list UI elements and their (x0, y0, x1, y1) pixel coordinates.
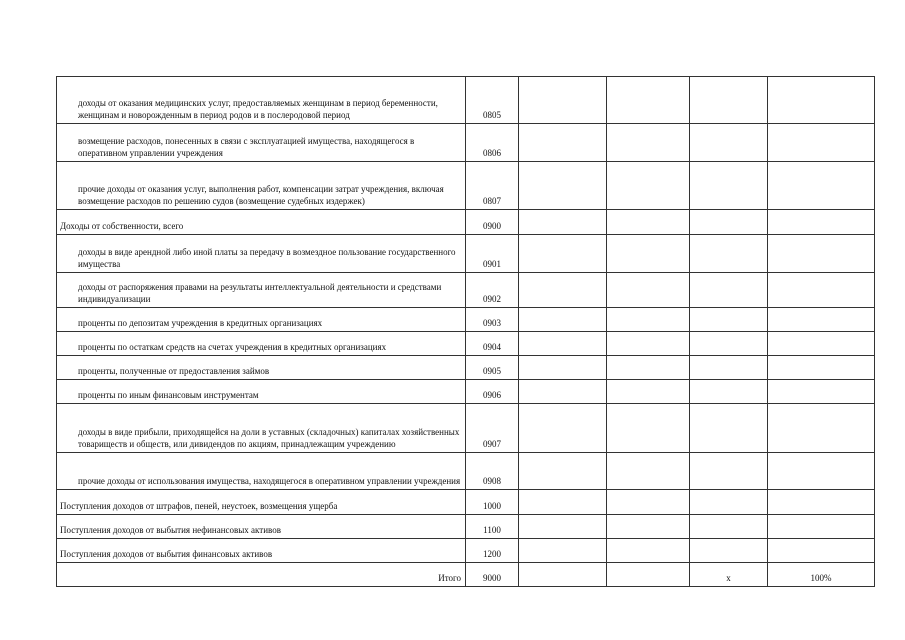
row-code: 0806 (466, 124, 519, 162)
cell-empty (690, 308, 768, 332)
total-col4: x (690, 563, 768, 587)
cell-empty (690, 162, 768, 210)
cell-empty (690, 235, 768, 273)
cell-empty (768, 332, 875, 356)
cell-empty (690, 380, 768, 404)
cell-empty (690, 124, 768, 162)
cell-empty (690, 404, 768, 453)
table-row (57, 162, 875, 210)
cell-empty (519, 235, 607, 273)
table-row (57, 453, 875, 490)
row-label: доходы в виде арендной либо иной платы за передачу в возмездное пользование государственного имущества (57, 235, 466, 273)
cell-empty (607, 490, 690, 515)
cell-empty (690, 515, 768, 539)
row-code: 1000 (466, 490, 519, 515)
cell-empty (768, 162, 875, 210)
row-label: Поступления доходов от выбытия нефинансовых активов (57, 515, 466, 539)
income-table (56, 76, 875, 587)
table-row (57, 404, 875, 453)
cell-empty (768, 356, 875, 380)
table-row (57, 515, 875, 539)
cell-empty (768, 308, 875, 332)
row-label: доходы от оказания медицинских услуг, предоставляемых женщинам в период беременности, женщинам и новорожденным в период родов и в послеродовой период (57, 77, 466, 124)
row-label: возмещение расходов, понесенных в связи с эксплуатацией имущества, находящегося в оперативном управлении учреждения (57, 124, 466, 162)
table-row (57, 235, 875, 273)
cell-empty (768, 273, 875, 308)
cell-empty (519, 162, 607, 210)
cell-empty (607, 124, 690, 162)
cell-empty (768, 210, 875, 235)
table-row (57, 273, 875, 308)
cell-empty (519, 124, 607, 162)
table-row (57, 490, 875, 515)
table-row (57, 539, 875, 563)
cell-empty (519, 356, 607, 380)
cell-empty (768, 453, 875, 490)
row-code: 0903 (466, 308, 519, 332)
cell-empty (607, 210, 690, 235)
cell-empty (607, 332, 690, 356)
table-row (57, 356, 875, 380)
table-row (57, 380, 875, 404)
cell-empty (768, 515, 875, 539)
cell-empty (690, 539, 768, 563)
cell-empty (519, 404, 607, 453)
cell-empty (690, 77, 768, 124)
row-label: доходы в виде прибыли, приходящейся на доли в уставных (складочных) капиталах хозяйственных товариществ и обществ, или дивидендов по акциям, принадлежащим учреждению (57, 404, 466, 453)
row-code: 0807 (466, 162, 519, 210)
cell-empty (690, 490, 768, 515)
table-row (57, 210, 875, 235)
row-label: прочие доходы от оказания услуг, выполнения работ, компенсации затрат учреждения, включая возмещение расходов по решению судов (возмещение судебных издержек) (57, 162, 466, 210)
cell-empty (690, 453, 768, 490)
cell-empty (607, 308, 690, 332)
row-code: 0906 (466, 380, 519, 404)
cell-empty (607, 515, 690, 539)
row-code: 0901 (466, 235, 519, 273)
row-code: 1100 (466, 515, 519, 539)
row-label: доходы от распоряжения правами на результаты интеллектуальной деятельности и средствами индивидуализации (57, 273, 466, 308)
table-row (57, 124, 875, 162)
cell-empty (768, 539, 875, 563)
row-code: 0902 (466, 273, 519, 308)
table-row (57, 77, 875, 124)
cell-empty (768, 235, 875, 273)
cell-empty (607, 563, 690, 587)
cell-empty (519, 563, 607, 587)
cell-empty (519, 539, 607, 563)
cell-empty (607, 162, 690, 210)
row-label: Поступления доходов от выбытия финансовых активов (57, 539, 466, 563)
row-code: 0904 (466, 332, 519, 356)
cell-empty (519, 273, 607, 308)
cell-empty (690, 210, 768, 235)
cell-empty (607, 380, 690, 404)
row-label: проценты, полученные от предоставления займов (57, 356, 466, 380)
table-row (57, 332, 875, 356)
total-col5: 100% (768, 563, 875, 587)
row-label: Доходы от собственности, всего (57, 210, 466, 235)
cell-empty (519, 332, 607, 356)
row-code: 0908 (466, 453, 519, 490)
cell-empty (519, 308, 607, 332)
cell-empty (768, 77, 875, 124)
cell-empty (768, 124, 875, 162)
total-label: Итого (57, 563, 466, 587)
cell-empty (607, 273, 690, 308)
cell-empty (607, 235, 690, 273)
row-code: 0907 (466, 404, 519, 453)
cell-empty (690, 356, 768, 380)
cell-empty (519, 453, 607, 490)
cell-empty (607, 77, 690, 124)
table-row (57, 308, 875, 332)
cell-empty (690, 273, 768, 308)
cell-empty (519, 210, 607, 235)
cell-empty (690, 332, 768, 356)
cell-empty (607, 404, 690, 453)
cell-empty (768, 490, 875, 515)
row-code: 1200 (466, 539, 519, 563)
row-code: 0805 (466, 77, 519, 124)
cell-empty (607, 356, 690, 380)
row-label: проценты по депозитам учреждения в кредитных организациях (57, 308, 466, 332)
row-code: 0900 (466, 210, 519, 235)
cell-empty (607, 539, 690, 563)
row-label: Поступления доходов от штрафов, пеней, неустоек, возмещения ущерба (57, 490, 466, 515)
cell-empty (519, 515, 607, 539)
row-label: проценты по остаткам средств на счетах учреждения в кредитных организациях (57, 332, 466, 356)
cell-empty (519, 77, 607, 124)
total-code: 9000 (466, 563, 519, 587)
cell-empty (768, 380, 875, 404)
row-code: 0905 (466, 356, 519, 380)
total-row (57, 563, 875, 587)
income-table-body (57, 77, 875, 587)
row-label: прочие доходы от использования имущества, находящегося в оперативном управлении учреждения (57, 453, 466, 490)
cell-empty (519, 490, 607, 515)
cell-empty (607, 453, 690, 490)
cell-empty (519, 380, 607, 404)
row-label: проценты по иным финансовым инструментам (57, 380, 466, 404)
cell-empty (768, 404, 875, 453)
